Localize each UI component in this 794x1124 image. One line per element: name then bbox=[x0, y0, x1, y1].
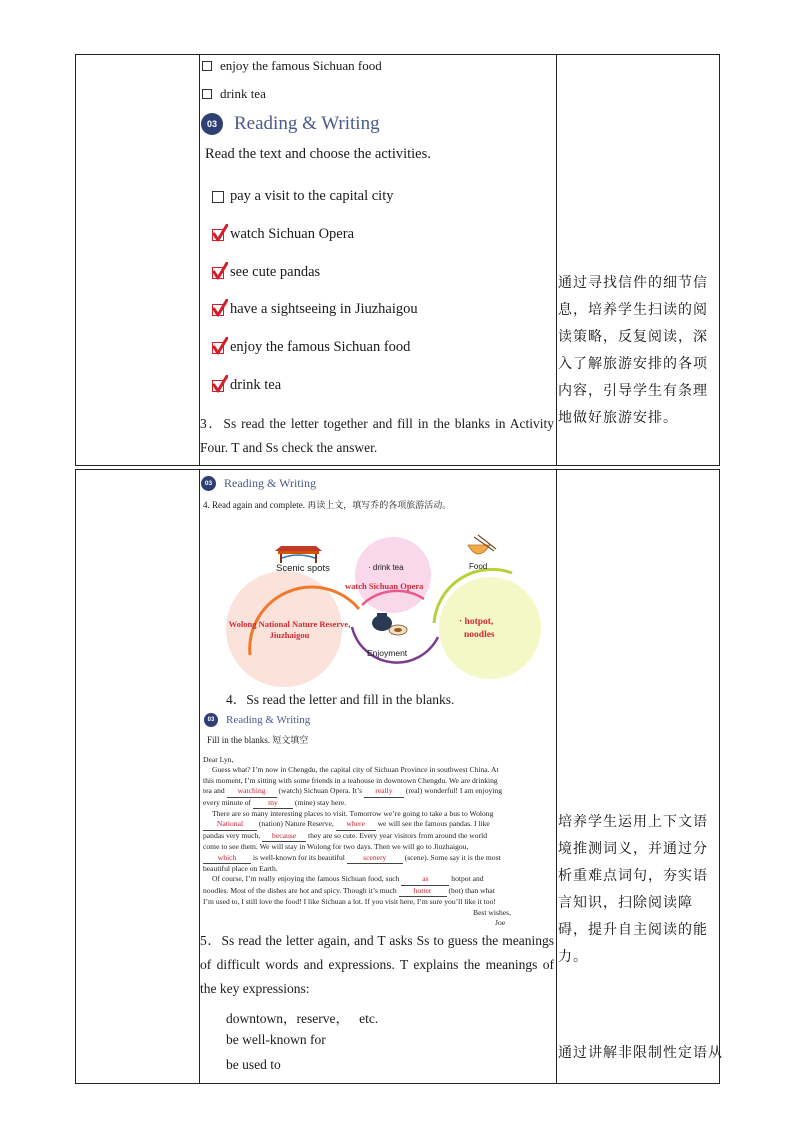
option-item bbox=[202, 86, 266, 102]
letter-line: beautiful place on Earth. bbox=[203, 864, 278, 874]
letter-fragment: Of course, I’m really enjoying the famous Sichuan food, such bbox=[212, 874, 400, 884]
teaching-purpose-note: 培养学生运用上下文语境推测词义，并通过分析重难点词句，夯实语言知识，扫除阅读障碍，提升自主阅读的能力。 bbox=[558, 814, 708, 965]
answer-blank: where bbox=[336, 819, 376, 830]
letter-fragment: (hot) than what bbox=[448, 885, 495, 895]
activity-diagram bbox=[212, 527, 552, 687]
step-5-text: 5．Ss read the letter again, and T asks Ss to guess the meanings of difficult words and expressions. T explains the meanings of the key expressions: bbox=[200, 933, 554, 996]
activity-label: drink tea bbox=[230, 377, 282, 393]
checkbox-icon bbox=[202, 89, 212, 99]
activity-label: enjoy the famous Sichuan food bbox=[230, 339, 411, 355]
option-label: enjoy the famous Sichuan food bbox=[220, 58, 382, 73]
step-4-text: 4．Ss read the letter and fill in the blanks. bbox=[226, 692, 455, 707]
letter-line bbox=[203, 853, 553, 864]
food-answer-2: noodles bbox=[464, 630, 495, 640]
activity-option bbox=[212, 339, 410, 356]
activity-label: pay a visit to the capital city bbox=[230, 188, 394, 204]
answer-blank: as bbox=[401, 874, 449, 885]
instruction-text: Read the text and choose the activities. bbox=[205, 146, 431, 162]
enjoyment-label: Enjoyment bbox=[367, 648, 408, 658]
answer-blank: hotter bbox=[399, 886, 447, 897]
letter-line bbox=[203, 874, 553, 885]
checked-box-icon bbox=[212, 229, 224, 241]
pagoda-icon bbox=[275, 546, 322, 563]
letter-fragment: (watch) Sichuan Opera. It’s bbox=[278, 786, 363, 796]
section-title: Reading & Writing bbox=[234, 113, 380, 134]
key-expression: downtown，reserve， etc. bbox=[226, 1011, 379, 1026]
column-divider bbox=[556, 55, 557, 465]
letter-line bbox=[203, 886, 553, 897]
letter-text bbox=[203, 755, 553, 929]
checkbox-icon bbox=[202, 61, 212, 71]
answer-blank: watching bbox=[227, 786, 277, 797]
letter-line: There are so many interesting places to visit. Tomorrow we’re going to take a bus to Wolong bbox=[212, 809, 494, 819]
food-answer-1: · hotpot, bbox=[459, 617, 494, 627]
letter-fragment: (scene). Some say it is the most bbox=[404, 852, 501, 862]
letter-line: come to see them. We will stay in Wolong for two days. Then we will go to Jiuzhaigou, bbox=[203, 842, 469, 852]
letter-fragment: (nation) Nature Reserve, bbox=[258, 819, 334, 829]
letter-line bbox=[203, 798, 553, 809]
opera-answer: watch Sichuan Opera bbox=[345, 581, 424, 591]
tea-label: · drink tea bbox=[368, 563, 404, 572]
section-header bbox=[201, 113, 380, 135]
food-bubble bbox=[439, 577, 541, 679]
section-header bbox=[201, 476, 316, 491]
food-label: Food bbox=[469, 562, 488, 571]
diagram-graphic bbox=[212, 527, 552, 687]
letter-fragment: hotpot and bbox=[451, 874, 484, 884]
teaset-icon bbox=[372, 613, 407, 635]
fill-in-title: Fill in the blanks. 短文填空 bbox=[207, 735, 309, 745]
answer-blank: which bbox=[203, 853, 251, 864]
checked-box-icon bbox=[212, 380, 224, 392]
activity-label: watch Sichuan Opera bbox=[230, 226, 355, 242]
checked-box-icon bbox=[212, 342, 224, 354]
letter-line: Guess what? I’m now in Chengdu, the capital city of Sichuan Province in southwest China. At bbox=[212, 765, 499, 775]
activity-option bbox=[212, 301, 418, 318]
checked-box-icon bbox=[212, 267, 224, 279]
section-title: Reading & Writing bbox=[224, 476, 316, 490]
letter-fragment: pandas very much, bbox=[203, 830, 261, 840]
letter-signature: Joe bbox=[495, 918, 506, 928]
answer-blank: my bbox=[253, 798, 293, 809]
activity-label: see cute pandas bbox=[230, 264, 321, 280]
letter-fragment: (real) wonderful! I am enjoying bbox=[405, 786, 503, 796]
checked-box-icon bbox=[212, 304, 224, 316]
letter-closing: Best wishes, bbox=[473, 907, 511, 917]
section-header bbox=[204, 713, 310, 727]
activity-option bbox=[212, 226, 354, 243]
step-3-text: 3．Ss read the letter together and fill in the blanks in Activity Four. T and Ss check the answer. bbox=[200, 416, 554, 455]
letter-line bbox=[203, 831, 553, 842]
letter-line bbox=[203, 819, 553, 830]
teaching-purpose-note: 通过讲解非限制性定语从 bbox=[558, 1045, 723, 1061]
letter-line: I’m used to, I still love the food! I like Sichuan a lot. If you visit here, I’m sure you’ll like it too! bbox=[203, 897, 496, 907]
section-title: Reading & Writing bbox=[226, 714, 311, 726]
answer-blank: because bbox=[262, 831, 306, 842]
column-divider bbox=[199, 55, 200, 465]
activity-option bbox=[212, 377, 281, 394]
option-item bbox=[202, 58, 382, 74]
answer-blank: really bbox=[364, 786, 404, 797]
letter-fragment: every minute of bbox=[203, 797, 252, 807]
column-divider bbox=[556, 470, 557, 1083]
scenic-spots-answer: Wolong National Nature Reserve, Jiuzhaigou bbox=[228, 619, 351, 640]
scenic-spots-label: Scenic spots bbox=[276, 563, 330, 574]
diagram-instruction: 4. Read again and complete. 再读上文，填写乔的各项旅游活动。 bbox=[203, 500, 452, 510]
section-number-badge: 03 bbox=[204, 713, 218, 727]
letter-line: this moment, I’m sitting with some friends in a teahouse in downtown Chengdu. We are drinking bbox=[203, 775, 498, 785]
checkbox-icon bbox=[212, 191, 224, 203]
teaching-purpose-note: 通过寻找信件的细节信息，培养学生扫读的阅读策略，反复阅读，深入了解旅游安排的各项内容，引导学生有条理地做好旅游安排。 bbox=[558, 275, 708, 426]
key-expression: be well-known for bbox=[226, 1032, 326, 1047]
key-expression: be used to bbox=[226, 1057, 281, 1072]
letter-fragment: tea and bbox=[203, 786, 225, 796]
letter-fragment: is well-known for its beautiful bbox=[252, 852, 345, 862]
option-label: drink tea bbox=[220, 86, 266, 101]
letter-greeting: Dear Lyn, bbox=[203, 755, 234, 764]
section-number-badge: 03 bbox=[201, 476, 216, 491]
letter-fragment: noodles. Most of the dishes are hot and spicy. Though it’s much bbox=[203, 885, 397, 895]
activity-label: have a sightseeing in Jiuzhaigou bbox=[230, 301, 418, 317]
answer-blank: National bbox=[203, 819, 257, 830]
section-number-badge: 03 bbox=[201, 113, 223, 135]
letter-line bbox=[203, 786, 553, 797]
answer-blank: scenery bbox=[347, 853, 403, 864]
letter-fragment: we will see the famous pandas. I like bbox=[377, 819, 490, 829]
letter-fragment: (mine) stay here. bbox=[294, 797, 347, 807]
activity-option bbox=[212, 264, 320, 281]
letter-fragment: they are so cute. Every year visitors from around the world bbox=[307, 830, 487, 840]
food-bowl-icon bbox=[468, 535, 496, 554]
activity-option bbox=[212, 188, 393, 205]
